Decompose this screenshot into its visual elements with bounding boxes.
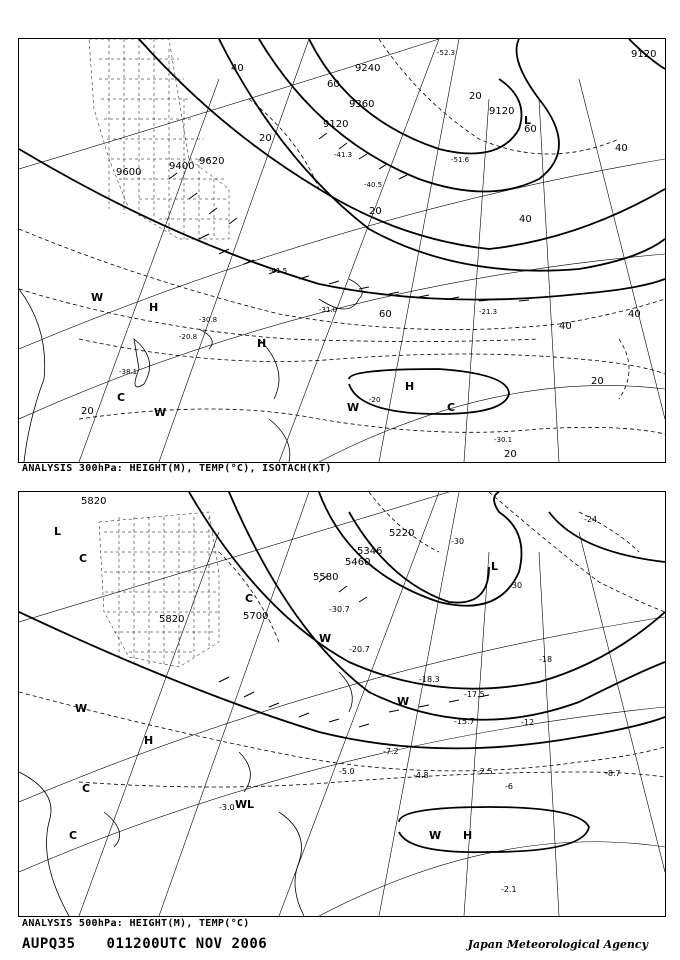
temp-label: -5.0 (339, 767, 355, 776)
warm-center-marker: W (319, 632, 332, 645)
height-label: 9360 (349, 99, 375, 110)
isotach-label: 20 (469, 91, 482, 102)
height-label: 9120 (631, 49, 657, 60)
warm-center-marker: W (154, 406, 167, 419)
temp-label: -24 (584, 515, 598, 524)
temp-label: -41.3 (334, 151, 353, 159)
agency-credit: Japan Meteorological Agency (467, 938, 648, 951)
isotach-label: 40 (628, 309, 641, 320)
cold-center-marker: C (117, 391, 126, 404)
temp-label: -12 (521, 718, 535, 727)
isotach-label: 40 (559, 321, 572, 332)
height-label: 9120 (323, 119, 349, 130)
temp-label: -8.7 (605, 769, 621, 778)
coastline (19, 672, 352, 916)
graticule (19, 492, 665, 916)
height-label: 5820 (81, 496, 107, 507)
temp-label: -7.2 (383, 747, 399, 756)
temp-label: -3.0 (219, 803, 235, 812)
high-center-marker: H (257, 337, 267, 350)
isotach-label: 20 (81, 406, 94, 417)
warm-center-marker: W (429, 829, 442, 842)
hatch-area (89, 39, 229, 239)
temp-label: -18 (539, 655, 553, 664)
temp-label: -2.5 (477, 767, 493, 776)
low-center-marker: L (491, 560, 499, 573)
high-center-marker: H (144, 734, 154, 747)
temp-label: -30 (509, 581, 523, 590)
temp-label: -6 (505, 782, 513, 791)
isotach-label: 20 (369, 206, 382, 217)
height-label: 9240 (355, 63, 381, 74)
height-contours (19, 492, 665, 852)
height-label: 5820 (159, 614, 185, 625)
hatch-area (99, 512, 219, 667)
height-label: 9400 (169, 161, 195, 172)
temp-label: -20 (369, 396, 381, 404)
temp-label: -4.8 (413, 771, 429, 780)
cold-center-marker: C (447, 401, 456, 414)
temp-label: -18.3 (419, 675, 440, 684)
temp-label: -40.5 (364, 181, 383, 189)
isotach-label: 20 (259, 133, 272, 144)
map-300hpa (18, 38, 666, 463)
height-label: 9120 (489, 106, 515, 117)
high-center-marker: H (149, 301, 159, 314)
warm-center-marker: W (91, 291, 104, 304)
height-label: 5460 (345, 557, 371, 568)
map-500hpa-canvas (19, 492, 665, 916)
low-center-marker: L (54, 525, 62, 538)
coastline (19, 279, 362, 462)
cold-center-marker: C (245, 592, 254, 605)
temp-label: -17.5 (464, 690, 485, 699)
map-300hpa-canvas (19, 39, 665, 462)
map-500hpa (18, 491, 666, 917)
cold-center-marker: C (79, 552, 88, 565)
isotach-label: 40 (231, 63, 244, 74)
chart-footer (22, 936, 289, 952)
temp-labels (119, 49, 515, 444)
height-labels (81, 496, 414, 625)
isotach-labels (81, 63, 641, 460)
height-label: 9600 (116, 167, 142, 178)
temp-label: -30 (451, 537, 465, 546)
height-label: 5346 (357, 546, 383, 557)
caption-300hpa: ANALYSIS 300hPa: HEIGHT(M), TEMP(°C), ISOTACH(KT) (22, 463, 332, 474)
warm-center-marker: W (397, 695, 410, 708)
cold-center-marker: C (82, 782, 91, 795)
high-center-marker: H (405, 380, 415, 393)
temp-label: -41.5 (269, 267, 288, 275)
temp-label: -38.1 (119, 368, 138, 376)
height-labels (116, 49, 656, 178)
temp-label: -31.0 (319, 306, 338, 314)
warm-center-marker: W (235, 798, 248, 811)
high-center-marker: H (463, 829, 473, 842)
graticule (19, 39, 665, 462)
temp-label: -15.7 (454, 717, 475, 726)
caption-500hpa: ANALYSIS 500hPa: HEIGHT(M), TEMP(°C) (22, 918, 250, 929)
low-center-marker: L (247, 798, 255, 811)
height-label: 5700 (243, 611, 269, 622)
temp-label: -20.7 (349, 645, 370, 654)
isotherms (19, 39, 665, 434)
isotach-label: 60 (327, 79, 340, 90)
temp-label: -51.6 (451, 156, 470, 164)
temp-label: -30.1 (494, 436, 513, 444)
temp-label: -30.8 (199, 316, 218, 324)
low-center-marker: L (524, 114, 532, 127)
chart-datetime: 011200UTC NOV 2006 (106, 936, 268, 952)
temp-label: -52.3 (437, 49, 456, 57)
warm-center-marker: W (75, 702, 88, 715)
isotach-label: 20 (591, 376, 604, 387)
height-label: 9620 (199, 156, 225, 167)
isotach-label: 60 (524, 124, 537, 135)
isotach-label: 40 (615, 143, 628, 154)
temp-label: -21.3 (479, 308, 498, 316)
height-label: 5220 (389, 528, 415, 539)
warm-center-marker: W (347, 401, 360, 414)
isotach-label: 60 (379, 309, 392, 320)
temp-label: -2.1 (501, 885, 517, 894)
temp-label: -30.7 (329, 605, 350, 614)
temp-label: -20.8 (179, 333, 198, 341)
temp-labels (219, 515, 621, 894)
chart-code: AUPQ35 (22, 936, 76, 952)
isotach-label: 20 (504, 449, 517, 460)
isotach-label: 40 (519, 214, 532, 225)
height-label: 5580 (313, 572, 339, 583)
cold-center-marker: C (69, 829, 78, 842)
